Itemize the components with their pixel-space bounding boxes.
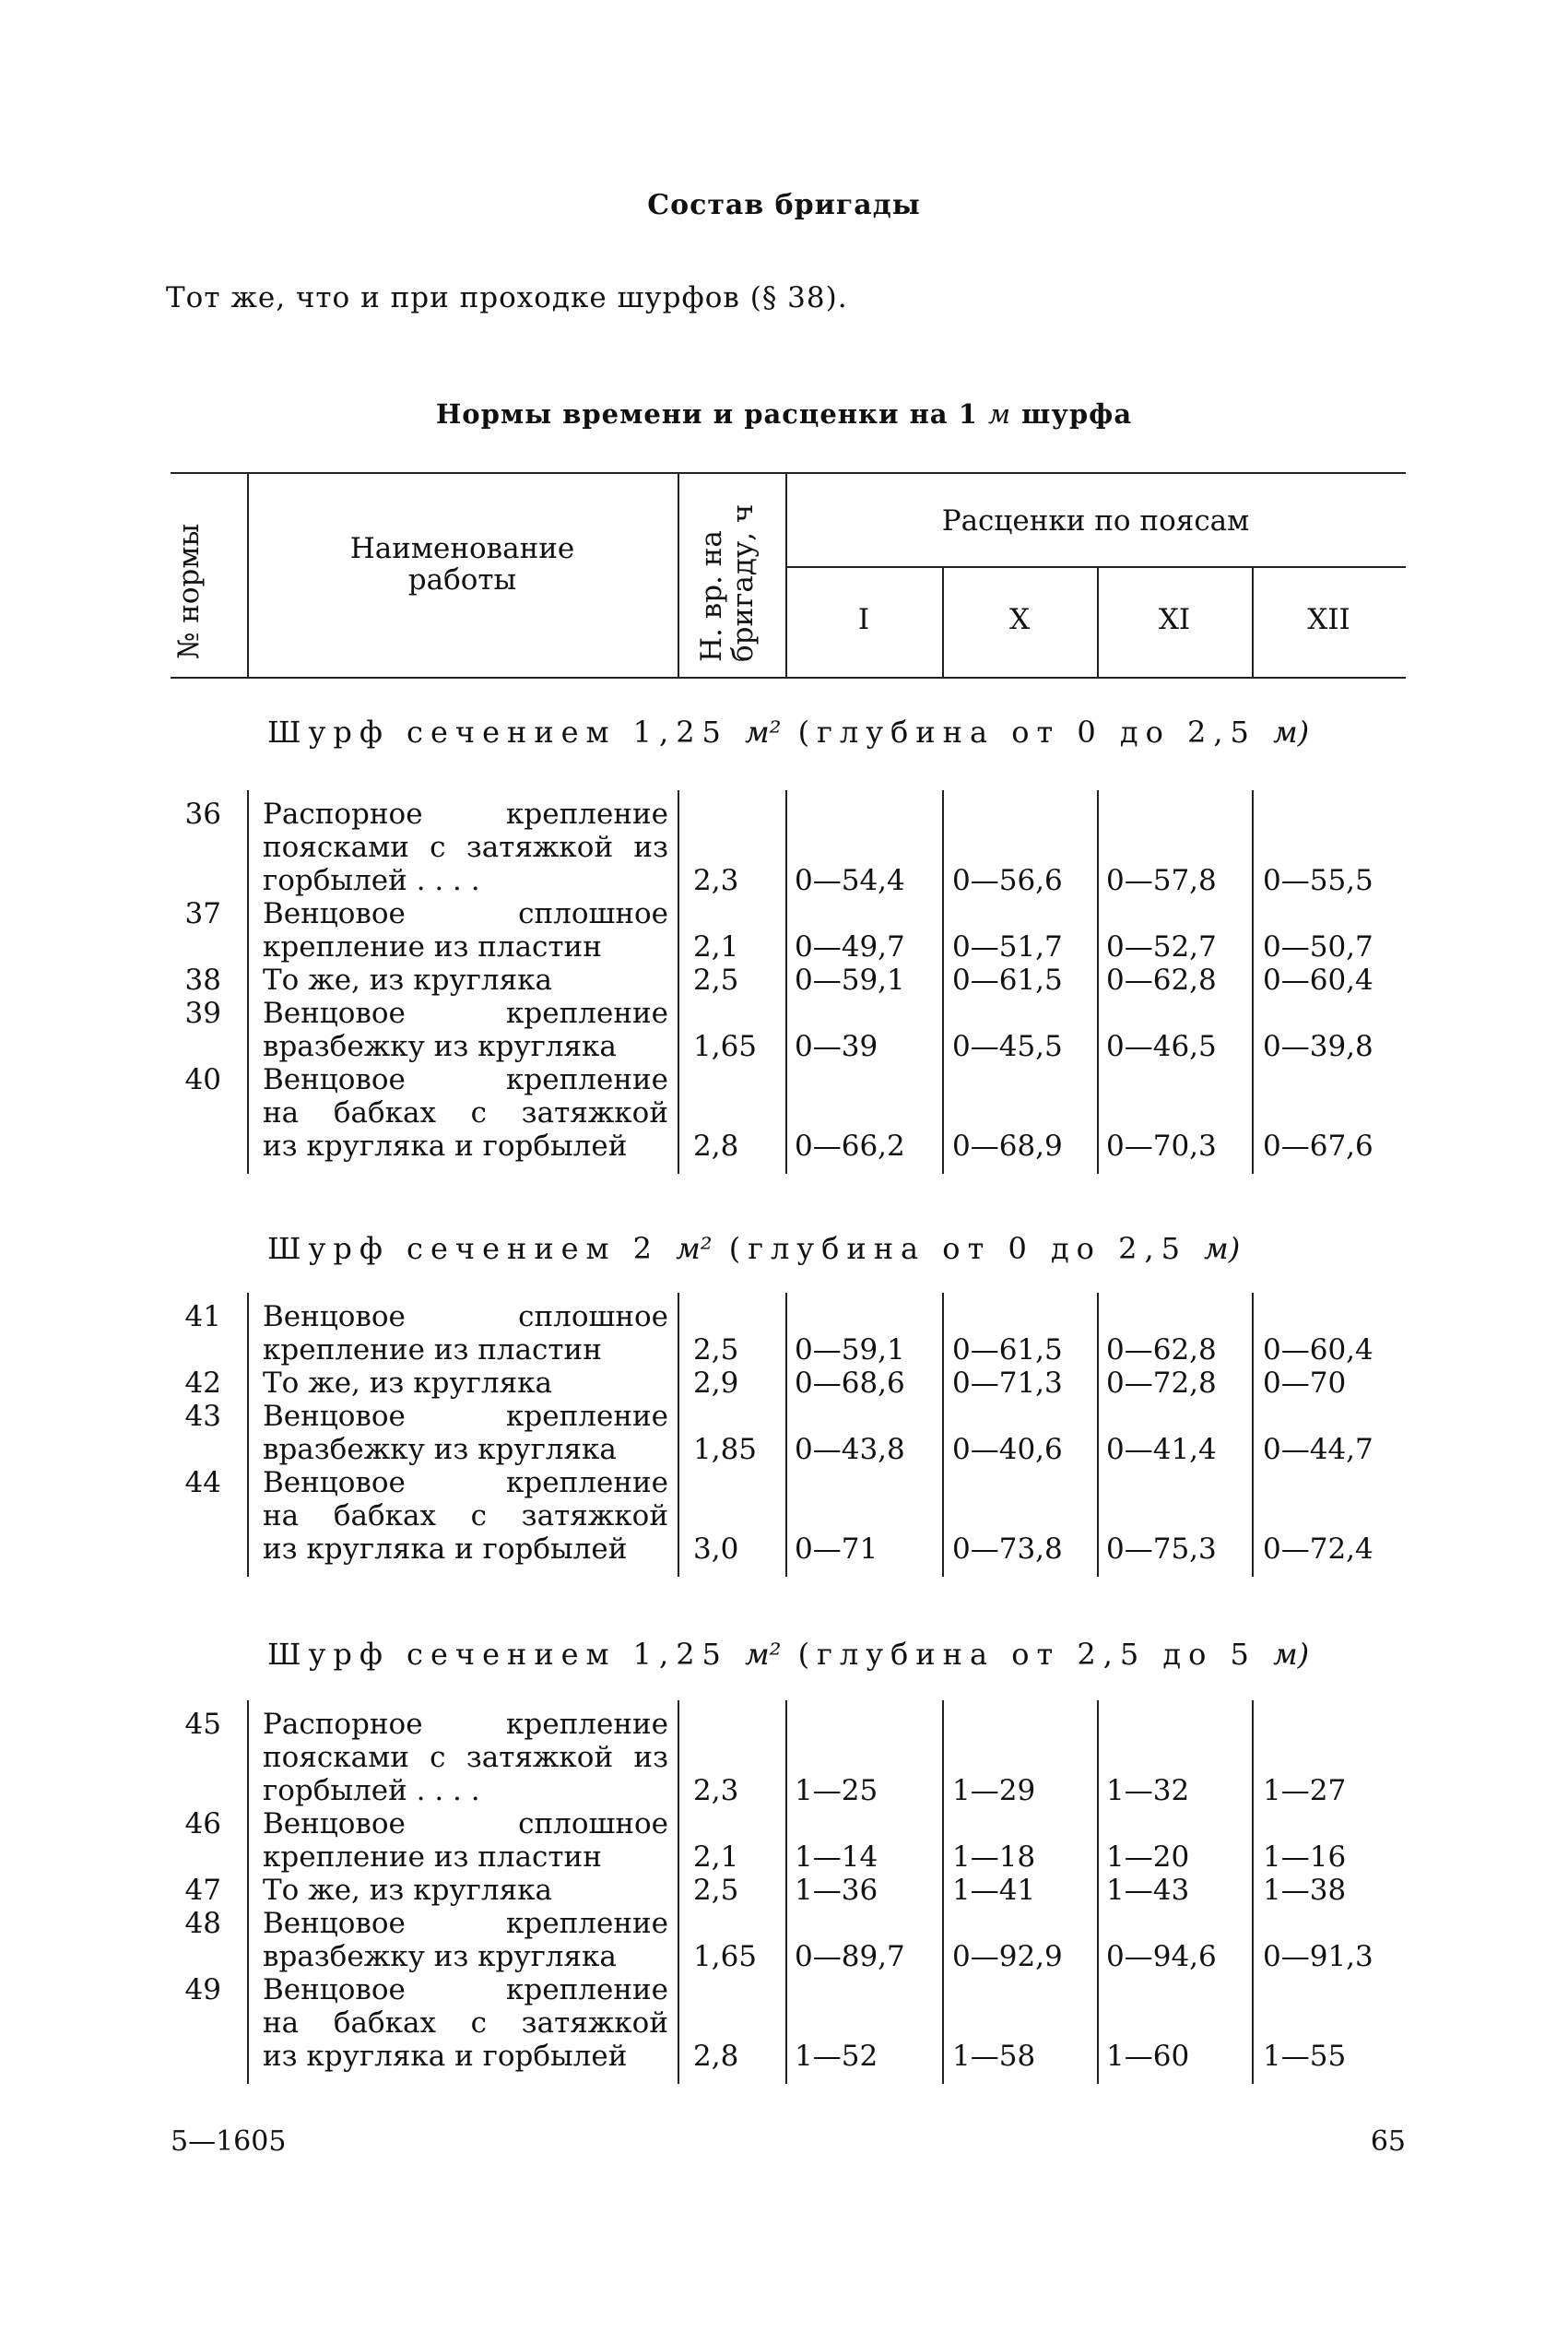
work-name-line: Венцовое крепление (263, 1063, 668, 1096)
rate-zone-4: 1—16 (1263, 1840, 1347, 1874)
section-title-depth: (глубина от 0 до 2,5 (728, 1231, 1187, 1266)
work-name-line: Венцовое крепление (263, 1400, 668, 1433)
time-norm: 2,5 (693, 964, 739, 997)
work-name-line: То же, из кругляка (263, 1367, 552, 1400)
section-column-rule-1 (678, 790, 679, 1174)
work-name-line: крепление из пластин (263, 1840, 602, 1874)
section-title-unit: м² (676, 1231, 713, 1266)
time-norm: 1,65 (693, 1940, 758, 1973)
section-column-rule-4 (1097, 790, 1099, 1174)
rate-zone-3: 0—70,3 (1106, 1130, 1217, 1163)
work-name-line: на бабках с затяжкой (263, 1096, 668, 1130)
work-name-line: из кругляка и горбылей (263, 2040, 628, 2073)
work-name-line: из кругляка и горбылей (263, 1130, 628, 1163)
time-norm: 2,1 (693, 930, 739, 964)
section-title-unit: м² (745, 1637, 782, 1672)
rate-zone-2: 0—68,9 (952, 1130, 1063, 1163)
time-norm: 2,5 (693, 1874, 739, 1907)
section-title-3 (267, 1637, 1309, 1672)
rate-zone-2: 1—41 (952, 1874, 1036, 1907)
work-name-line: крепление из пластин (263, 930, 602, 964)
section-left-rule (247, 1293, 249, 1577)
rate-zone-1: 0—49,7 (795, 930, 905, 964)
rate-zone-3: 1—32 (1106, 1774, 1190, 1807)
time-norm: 1,65 (693, 1030, 758, 1063)
work-name-line: на бабках с затяжкой (263, 2006, 668, 2040)
rate-zone-3: 0—75,3 (1106, 1532, 1217, 1566)
norm-number: 41 (184, 1300, 221, 1333)
rate-zone-1: 0—39 (795, 1030, 878, 1063)
column-header-name-line1: Наименование (349, 532, 575, 565)
section-title-text: Шурф сечением 1,25 (267, 715, 728, 750)
work-name-line: горбылей . . . . (263, 864, 480, 897)
work-name-line: крепление из пластин (263, 1333, 602, 1367)
time-norm: 2,9 (693, 1367, 739, 1400)
rate-zone-3: 1—60 (1106, 2040, 1190, 2073)
rate-zone-1: 1—36 (795, 1874, 878, 1907)
rate-zone-4: 0—91,3 (1263, 1940, 1373, 1973)
section-title-close: м) (1273, 1637, 1310, 1672)
rate-zone-2: 1—18 (952, 1840, 1036, 1874)
rate-zone-1: 1—52 (795, 2040, 878, 2073)
section-column-rule-1 (678, 1293, 679, 1577)
section-title-depth: (глубина от 0 до 2,5 (797, 715, 1256, 750)
rate-zone-2: 0—73,8 (952, 1532, 1063, 1566)
norm-number: 38 (184, 964, 221, 997)
work-name-line: поясками с затяжкой из (263, 1741, 668, 1774)
section-column-rule-3 (942, 790, 944, 1174)
time-norm: 2,3 (693, 1774, 739, 1807)
rate-zone-2: 0—45,5 (952, 1030, 1063, 1063)
rate-zone-4: 0—39,8 (1263, 1030, 1373, 1063)
rate-zone-4: 0—50,7 (1263, 930, 1373, 964)
section-title-text: Шурф сечением 1,25 (267, 1637, 728, 1672)
work-name-line: на бабках с затяжкой (263, 1499, 668, 1532)
rate-zone-3: 0—94,6 (1106, 1940, 1217, 1973)
rate-zone-2: 0—71,3 (952, 1367, 1063, 1400)
norm-number: 45 (184, 1708, 221, 1741)
section-column-rule-4 (1097, 1293, 1099, 1577)
zone-header-xi: XI (1158, 603, 1191, 636)
table-title-before: Нормы времени и расценки на 1 (435, 398, 978, 430)
rate-zone-1: 1—25 (795, 1774, 878, 1807)
section-title-1 (267, 715, 1309, 750)
rate-zone-3: 0—62,8 (1106, 1333, 1217, 1367)
zone-header-x: X (1008, 603, 1031, 636)
rate-zone-1: 0—71 (795, 1532, 878, 1566)
rate-zone-4: 1—55 (1263, 2040, 1347, 2073)
page-number: 65 (1370, 2125, 1406, 2158)
work-name-line: Венцовое крепление (263, 1466, 668, 1499)
time-norm: 2,8 (693, 2040, 739, 2073)
rate-zone-1: 0—54,4 (795, 864, 905, 897)
section-column-rule-3 (942, 1700, 944, 2084)
work-name-line: вразбежку из кругляка (263, 1030, 617, 1063)
column-header-no: № нормы (172, 523, 206, 659)
rate-zone-3: 0—72,8 (1106, 1367, 1217, 1400)
rate-zone-4: 0—44,7 (1263, 1433, 1373, 1466)
section-column-rule-1 (678, 1700, 679, 2084)
section-column-rule-2 (785, 1700, 787, 2084)
section-column-rule-5 (1252, 1293, 1254, 1577)
rate-zone-2: 1—29 (952, 1774, 1036, 1807)
section-title-close: м) (1204, 1231, 1241, 1266)
rate-zone-4: 1—27 (1263, 1774, 1347, 1807)
rate-zone-3: 0—62,8 (1106, 964, 1217, 997)
norm-number: 36 (184, 798, 221, 831)
rate-zone-1: 0—43,8 (795, 1433, 905, 1466)
work-name-line: Венцовое сплошное (263, 897, 668, 930)
work-name-line: Венцовое сплошное (263, 1807, 668, 1840)
norm-number: 37 (184, 897, 221, 930)
footer-signature: 5—1605 (171, 2125, 287, 2158)
norm-number: 43 (184, 1400, 221, 1433)
norm-number: 39 (184, 997, 221, 1030)
norm-number: 47 (184, 1874, 221, 1907)
rate-zone-3: 1—43 (1106, 1874, 1190, 1907)
norm-number: 48 (184, 1907, 221, 1940)
norm-number: 44 (184, 1466, 221, 1499)
rate-zone-3: 0—46,5 (1106, 1030, 1217, 1063)
time-norm: 2,1 (693, 1840, 739, 1874)
rate-zone-2: 0—61,5 (952, 964, 1063, 997)
time-norm: 2,5 (693, 1333, 739, 1367)
work-name-line: Венцовое сплошное (263, 1300, 668, 1333)
rate-zone-2: 0—51,7 (952, 930, 1063, 964)
column-header-rates: Расценки по поясам (941, 504, 1250, 538)
rate-zone-1: 0—66,2 (795, 1130, 905, 1163)
rate-zone-3: 0—52,7 (1106, 930, 1217, 964)
work-name-line: То же, из кругляка (263, 1874, 552, 1907)
rate-zone-3: 0—41,4 (1106, 1433, 1217, 1466)
section-column-rule-3 (942, 1293, 944, 1577)
section-column-rule-5 (1252, 1700, 1254, 2084)
time-norm: 3,0 (693, 1532, 739, 1566)
work-name-line: вразбежку из кругляка (263, 1433, 617, 1466)
rate-zone-2: 0—56,6 (952, 864, 1063, 897)
rate-zone-2: 0—40,6 (952, 1433, 1063, 1466)
section-title-text: Шурф сечением 2 (267, 1231, 660, 1266)
rate-zone-3: 1—20 (1106, 1840, 1190, 1874)
rate-zone-3: 0—57,8 (1106, 864, 1217, 897)
rate-zone-4: 0—60,4 (1263, 964, 1373, 997)
rate-zone-4: 0—70 (1263, 1367, 1347, 1400)
table-title-unit: м (988, 398, 1012, 430)
header-bottom-rule (171, 677, 1406, 679)
section-title-close: м) (1273, 715, 1310, 750)
zone-header-i: I (857, 603, 870, 636)
section-column-rule-4 (1097, 1700, 1099, 2084)
table-title (0, 398, 1568, 430)
header-divider-2 (678, 472, 679, 677)
table-top-rule (171, 472, 1406, 474)
norm-number: 49 (184, 1973, 221, 2006)
time-norm: 2,3 (693, 864, 739, 897)
page-heading: Состав бригады (647, 189, 921, 221)
section-column-rule-5 (1252, 790, 1254, 1174)
rate-zone-4: 0—67,6 (1263, 1130, 1373, 1163)
section-column-rule-2 (785, 790, 787, 1174)
rate-zone-4: 0—72,4 (1263, 1532, 1373, 1566)
table-title-after: шурфа (1021, 398, 1133, 430)
work-name-line: Венцовое крепление (263, 997, 668, 1030)
work-name-line: поясками с затяжкой из (263, 831, 668, 864)
header-divider-3 (785, 472, 787, 677)
column-header-time (696, 504, 759, 662)
rate-zone-2: 1—58 (952, 2040, 1036, 2073)
work-name-line: То же, из кругляка (263, 964, 552, 997)
work-name-line: вразбежку из кругляка (263, 1940, 617, 1973)
section-column-rule-2 (785, 1293, 787, 1577)
rate-zone-4: 1—38 (1263, 1874, 1347, 1907)
rate-zone-2: 0—92,9 (952, 1940, 1063, 1973)
rate-zone-1: 0—89,7 (795, 1940, 905, 1973)
work-name-line: Распорное крепление (263, 1708, 668, 1741)
column-header-time-line2: бригаду, ч (726, 503, 760, 662)
norm-number: 40 (184, 1063, 221, 1096)
rate-zone-1: 0—68,6 (795, 1367, 905, 1400)
section-title-depth: (глубина от 2,5 до 5 (797, 1637, 1256, 1672)
work-name-line: Распорное крепление (263, 798, 668, 831)
section-title-2 (267, 1231, 1240, 1266)
column-header-name-line2: работы (407, 563, 517, 597)
time-norm: 1,85 (693, 1433, 758, 1466)
section-left-rule (247, 790, 249, 1174)
rate-zone-4: 0—55,5 (1263, 864, 1373, 897)
zone-header-xii: XII (1307, 603, 1350, 636)
rates-rule (785, 566, 1406, 568)
section-title-unit: м² (745, 715, 782, 750)
norm-number: 46 (184, 1807, 221, 1840)
rate-zone-1: 1—14 (795, 1840, 878, 1874)
norm-number: 42 (184, 1367, 221, 1400)
rate-zone-1: 0—59,1 (795, 1333, 905, 1367)
intro-text: Тот же, что и при проходке шурфов (§ 38). (166, 281, 848, 314)
work-name-line: горбылей . . . . (263, 1774, 480, 1807)
section-left-rule (247, 1700, 249, 2084)
rate-zone-4: 0—60,4 (1263, 1333, 1373, 1367)
time-norm: 2,8 (693, 1130, 739, 1163)
work-name-line: Венцовое крепление (263, 1907, 668, 1940)
column-header-time-line1: Н. вр. на (695, 530, 728, 662)
rate-zone-1: 0—59,1 (795, 964, 905, 997)
column-header-name (247, 533, 678, 596)
work-name-line: из кругляка и горбылей (263, 1532, 628, 1566)
rate-zone-2: 0—61,5 (952, 1333, 1063, 1367)
work-name-line: Венцовое крепление (263, 1973, 668, 2006)
